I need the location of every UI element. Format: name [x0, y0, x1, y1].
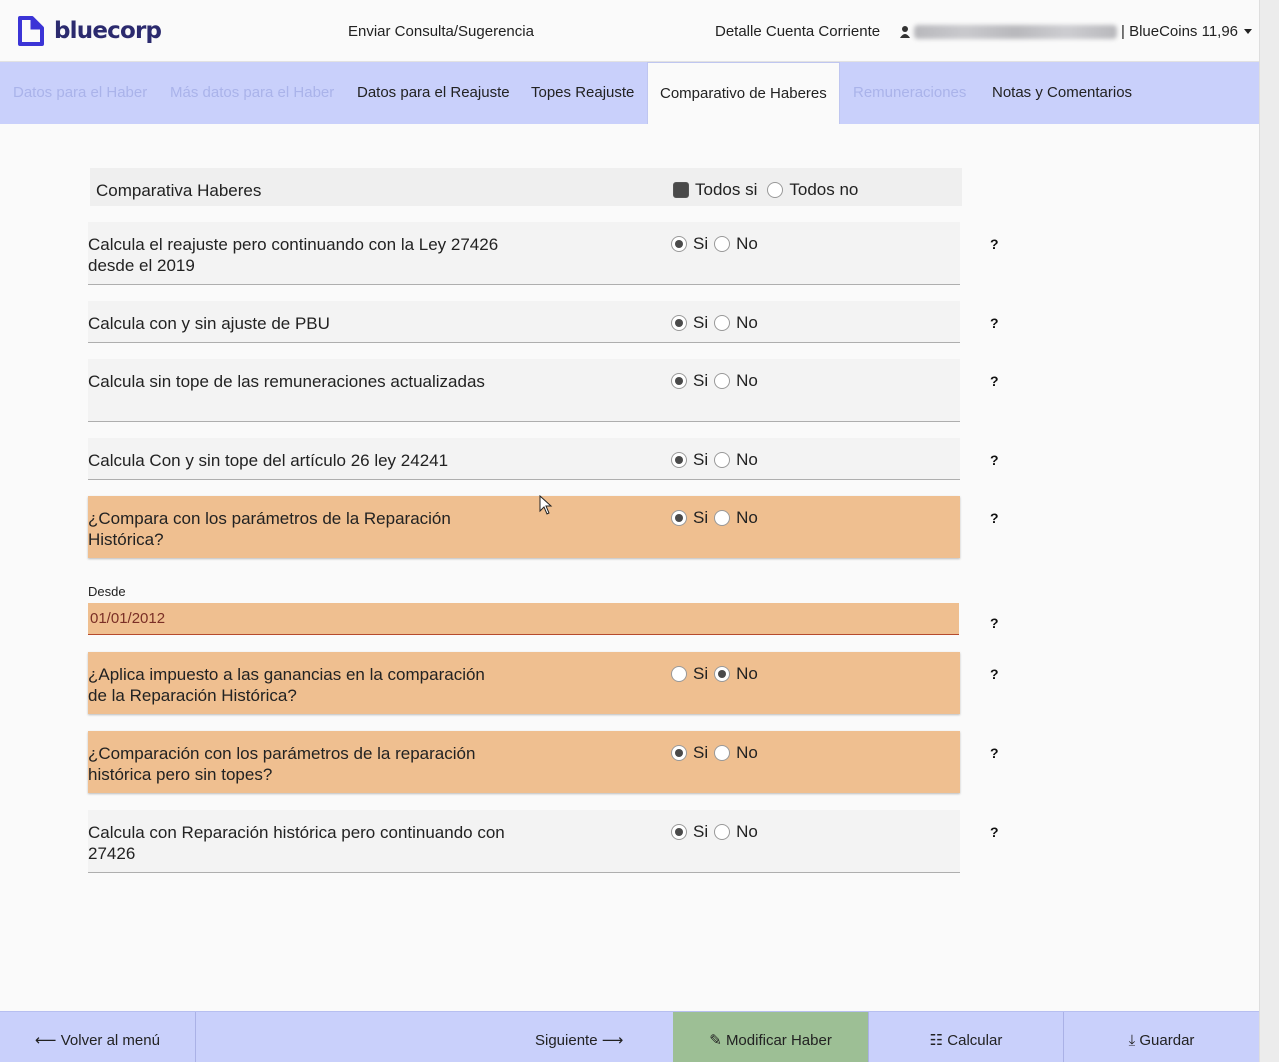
no-label: No [736, 822, 758, 841]
todos-si-label: Todos si [695, 180, 758, 199]
question-text: ¿Aplica impuesto a las ganancias en la comparación de la Reparación Histórica? [88, 665, 485, 705]
no-label: No [736, 450, 758, 469]
question-row [88, 301, 960, 343]
yes-label: Si [693, 664, 709, 683]
yes-radio[interactable] [671, 373, 687, 389]
calcular-button[interactable] [868, 1012, 1063, 1062]
no-radio[interactable] [714, 510, 730, 526]
mouse-cursor-icon [539, 495, 553, 515]
yes-label: Si [693, 743, 709, 762]
detalle-cuenta-link[interactable]: Detalle Cuenta Corriente [715, 23, 881, 40]
yes-label: Si [693, 508, 709, 527]
yes-no-options [671, 664, 764, 684]
no-radio[interactable] [714, 315, 730, 331]
desde-label: Desde [88, 584, 126, 599]
yes-label: Si [693, 313, 709, 332]
help-icon[interactable]: ? [990, 824, 999, 840]
yes-no-options [671, 450, 764, 470]
arrow-right-icon: ⟶ [601, 1032, 624, 1049]
todos-si-checkbox[interactable] [673, 182, 689, 198]
bluecorp-logo-icon [18, 16, 44, 46]
question-row [88, 496, 960, 558]
no-label: No [736, 313, 758, 332]
volver-menu-button[interactable] [0, 1012, 195, 1062]
yes-radio[interactable] [671, 236, 687, 252]
help-icon[interactable]: ? [990, 666, 999, 682]
todos-no-radio[interactable] [767, 182, 783, 198]
no-label: No [736, 234, 758, 253]
yes-label: Si [693, 450, 709, 469]
no-radio[interactable] [714, 824, 730, 840]
logo[interactable] [18, 16, 161, 46]
no-radio[interactable] [714, 236, 730, 252]
user-icon [900, 25, 910, 38]
question-text: ¿Compara con los parámetros de la Reparación Histórica? [88, 509, 451, 549]
comparativa-header [90, 168, 962, 206]
modificar-haber-label: Modificar Haber [725, 1032, 832, 1049]
question-row [88, 652, 960, 714]
yes-label: Si [693, 822, 709, 841]
tab-topes-reajuste[interactable]: Topes Reajuste [531, 84, 635, 101]
yes-radio[interactable] [671, 452, 687, 468]
help-icon[interactable]: ? [990, 373, 999, 389]
help-icon[interactable]: ? [990, 745, 999, 761]
modificar-haber-button[interactable] [673, 1012, 868, 1062]
help-icon[interactable]: ? [990, 236, 999, 252]
bluecoins-balance: | BlueCoins 11,96 [1121, 23, 1239, 40]
yes-radio[interactable] [671, 315, 687, 331]
yes-label: Si [693, 371, 709, 390]
no-label: No [736, 743, 758, 762]
tab-comparativo-haberes[interactable]: Comparativo de Haberes [647, 62, 840, 124]
question-text: Calcula con Reparación histórica pero continuando con 27426 [88, 823, 505, 863]
chevron-down-icon [1244, 29, 1252, 34]
no-label: No [736, 508, 758, 527]
question-row [88, 731, 960, 793]
no-radio[interactable] [714, 452, 730, 468]
no-radio[interactable] [714, 745, 730, 761]
arrow-left-icon: ⟵ [35, 1032, 57, 1049]
question-text: Calcula con y sin ajuste de PBU [88, 314, 330, 333]
guardar-label: Guardar [1139, 1032, 1195, 1049]
yes-no-options [671, 313, 764, 333]
select-all-options [673, 180, 864, 200]
top-bar [0, 0, 1259, 62]
calcular-label: Calcular [947, 1032, 1003, 1049]
user-email-redacted [914, 25, 1117, 39]
yes-no-options [671, 508, 764, 528]
siguiente-label: Siguiente [535, 1032, 598, 1049]
volver-menu-label: Volver al menú [60, 1032, 160, 1049]
tab-mas-datos-haber[interactable]: Más datos para el Haber [170, 84, 335, 101]
yes-radio[interactable] [671, 745, 687, 761]
tab-notas-comentarios[interactable]: Notas y Comentarios [992, 84, 1133, 101]
brand-name: bluecorp [54, 18, 162, 44]
help-icon[interactable]: ? [990, 315, 999, 331]
yes-radio[interactable] [671, 666, 687, 682]
page-scrollbar[interactable] [1259, 0, 1279, 1062]
help-icon[interactable]: ? [990, 510, 999, 526]
download-icon: ⤓ [1128, 1032, 1136, 1049]
no-label: No [736, 664, 758, 683]
question-text: Calcula Con y sin tope del artículo 26 ley 24241 [88, 451, 449, 470]
no-radio[interactable] [714, 373, 730, 389]
question-row [88, 359, 960, 422]
yes-radio[interactable] [671, 510, 687, 526]
help-icon[interactable]: ? [990, 452, 999, 468]
yes-no-options [671, 743, 764, 763]
question-row [88, 810, 960, 873]
footer-actions [0, 1011, 1259, 1062]
yes-no-options [671, 822, 764, 842]
desde-date-input[interactable] [88, 603, 959, 635]
yes-no-options [671, 234, 764, 254]
edit-icon: ✎ [709, 1032, 722, 1049]
guardar-button[interactable] [1063, 1012, 1259, 1062]
tab-bar [0, 62, 1259, 124]
yes-radio[interactable] [671, 824, 687, 840]
yes-label: Si [693, 234, 709, 253]
question-text: Calcula el reajuste pero continuando con la Ley 27426 desde el 2019 [88, 235, 499, 275]
comparativa-title: Comparativa Haberes [96, 181, 262, 200]
siguiente-button[interactable] [195, 1012, 673, 1062]
user-menu[interactable] [900, 23, 1252, 40]
help-icon[interactable]: ? [990, 615, 999, 631]
question-text: Calcula sin tope de las remuneraciones actualizadas [88, 372, 485, 391]
grid-icon: ☷ [929, 1032, 944, 1049]
todos-no-label: Todos no [789, 180, 859, 199]
question-row [88, 222, 960, 285]
tab-remuneraciones[interactable]: Remuneraciones [853, 84, 967, 101]
question-row [88, 438, 960, 480]
no-label: No [736, 371, 758, 390]
yes-no-options [671, 371, 764, 391]
question-text: ¿Comparación con los parámetros de la reparación histórica pero sin topes? [88, 744, 476, 784]
enviar-consulta-link[interactable]: Enviar Consulta/Sugerencia [348, 23, 534, 40]
no-radio[interactable] [714, 666, 730, 682]
tab-datos-reajuste[interactable]: Datos para el Reajuste [357, 84, 510, 101]
tab-datos-haber[interactable]: Datos para el Haber [13, 84, 148, 101]
